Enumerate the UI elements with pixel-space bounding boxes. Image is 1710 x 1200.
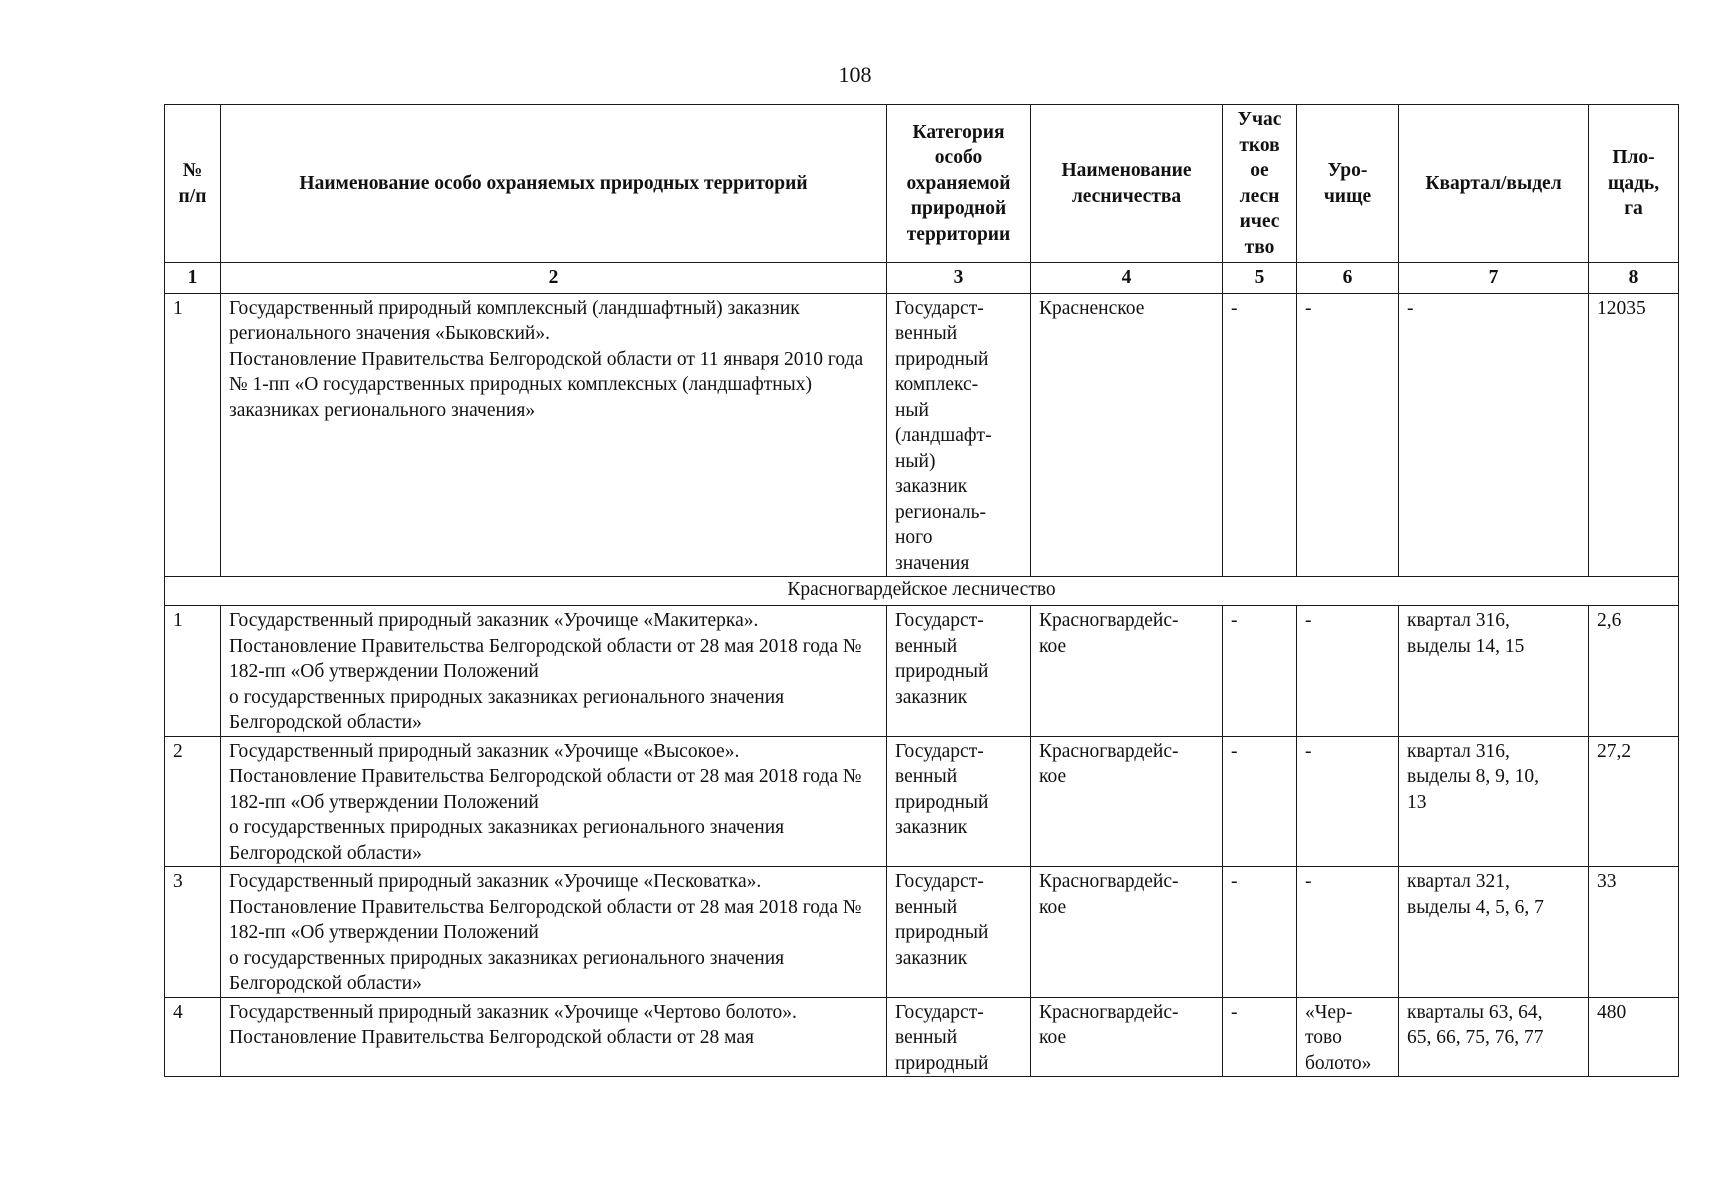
cell-category: Государст- венный природный заказник — [887, 606, 1031, 737]
cell-number: 1 — [165, 293, 221, 577]
cell-number: 3 — [165, 867, 221, 998]
cell-category: Государст- венный природный — [887, 997, 1031, 1077]
cell-area: 480 — [1589, 997, 1679, 1077]
header-category: Категория особо охраняемой природной территории — [887, 105, 1031, 263]
header-block: Квартал/выдел — [1399, 105, 1589, 263]
column-number: 4 — [1031, 263, 1223, 294]
cell-territory-name: Государственный природный заказник «Урочище «Высокое». Постановление Правительства Белгородской области от 28 мая 2018 года № 182-пп «Об утверждении Положений о государственных природных заказниках регионального значения Белгородской области» — [221, 736, 887, 867]
cell-number: 2 — [165, 736, 221, 867]
header-forestry: Наименование лесничества — [1031, 105, 1223, 263]
column-number: 1 — [165, 263, 221, 294]
cell-district-forestry: - — [1223, 867, 1297, 998]
cell-district-forestry: - — [1223, 293, 1297, 577]
cell-tract: - — [1297, 293, 1399, 577]
header-tract: Уро- чище — [1297, 105, 1399, 263]
cell-territory-name: Государственный природный комплексный (ландшафтный) заказник регионального значения «Быковский». Постановление Правительства Белгородской области от 11 января 2010 года № 1-пп «О государственных природных комплексных (ландшафтных) заказниках регионального значения» — [221, 293, 887, 577]
cell-forestry: Красненское — [1031, 293, 1223, 577]
cell-area: 27,2 — [1589, 736, 1679, 867]
header-district-forestry: Учас тков ое лесн ичес тво — [1223, 105, 1297, 263]
cell-number: 4 — [165, 997, 221, 1077]
column-number: 7 — [1399, 263, 1589, 294]
cell-tract: «Чер- тово болото» — [1297, 997, 1399, 1077]
header-area: Пло- щадь, га — [1589, 105, 1679, 263]
cell-tract: - — [1297, 606, 1399, 737]
cell-block: квартал 316, выделы 8, 9, 10, 13 — [1399, 736, 1589, 867]
cell-district-forestry: - — [1223, 997, 1297, 1077]
table-row — [165, 606, 1679, 737]
column-number: 8 — [1589, 263, 1679, 294]
header-row — [165, 105, 1679, 263]
cell-territory-name: Государственный природный заказник «Урочище «Макитерка». Постановление Правительства Белгородской области от 28 мая 2018 года № 182-пп «Об утверждении Положений о государственных природных заказниках регионального значения Белгородской области» — [221, 606, 887, 737]
table-row — [165, 293, 1679, 577]
cell-block: квартал 316, выделы 14, 15 — [1399, 606, 1589, 737]
cell-area: 2,6 — [1589, 606, 1679, 737]
protected-areas-table — [164, 104, 1679, 1077]
table-row — [165, 736, 1679, 867]
cell-category: Государст- венный природный комплекс- ный (ландшафт- ный) заказник региональ- ного значения — [887, 293, 1031, 577]
table-row — [165, 997, 1679, 1077]
cell-block: - — [1399, 293, 1589, 577]
column-number: 6 — [1297, 263, 1399, 294]
column-number: 2 — [221, 263, 887, 294]
cell-district-forestry: - — [1223, 606, 1297, 737]
cell-area: 12035 — [1589, 293, 1679, 577]
cell-number: 1 — [165, 606, 221, 737]
cell-district-forestry: - — [1223, 736, 1297, 867]
cell-category: Государст- венный природный заказник — [887, 736, 1031, 867]
section-title: Красногвардейское лесничество — [165, 577, 1679, 606]
column-number-row — [165, 263, 1679, 294]
column-number: 5 — [1223, 263, 1297, 294]
column-number: 3 — [887, 263, 1031, 294]
cell-block: квартал 321, выделы 4, 5, 6, 7 — [1399, 867, 1589, 998]
cell-territory-name: Государственный природный заказник «Урочище «Песковатка». Постановление Правительства Белгородской области от 28 мая 2018 года № 182-пп «Об утверждении Положений о государственных природных заказниках регионального значения Белгородской области» — [221, 867, 887, 998]
cell-category: Государст- венный природный заказник — [887, 867, 1031, 998]
cell-forestry: Красногвардейс- кое — [1031, 867, 1223, 998]
cell-block: кварталы 63, 64, 65, 66, 75, 76, 77 — [1399, 997, 1589, 1077]
cell-area: 33 — [1589, 867, 1679, 998]
cell-forestry: Красногвардейс- кое — [1031, 736, 1223, 867]
cell-tract: - — [1297, 736, 1399, 867]
header-number: № п/п — [165, 105, 221, 263]
header-territory-name: Наименование особо охраняемых природных территорий — [221, 105, 887, 263]
cell-forestry: Красногвардейс- кое — [1031, 606, 1223, 737]
cell-territory-name: Государственный природный заказник «Урочище «Чертово болото». Постановление Правительства Белгородской области от 28 мая — [221, 997, 887, 1077]
page-number: 108 — [838, 62, 872, 87]
cell-forestry: Красногвардейс- кое — [1031, 997, 1223, 1077]
section-row — [165, 577, 1679, 606]
table-row — [165, 867, 1679, 998]
cell-tract: - — [1297, 867, 1399, 998]
